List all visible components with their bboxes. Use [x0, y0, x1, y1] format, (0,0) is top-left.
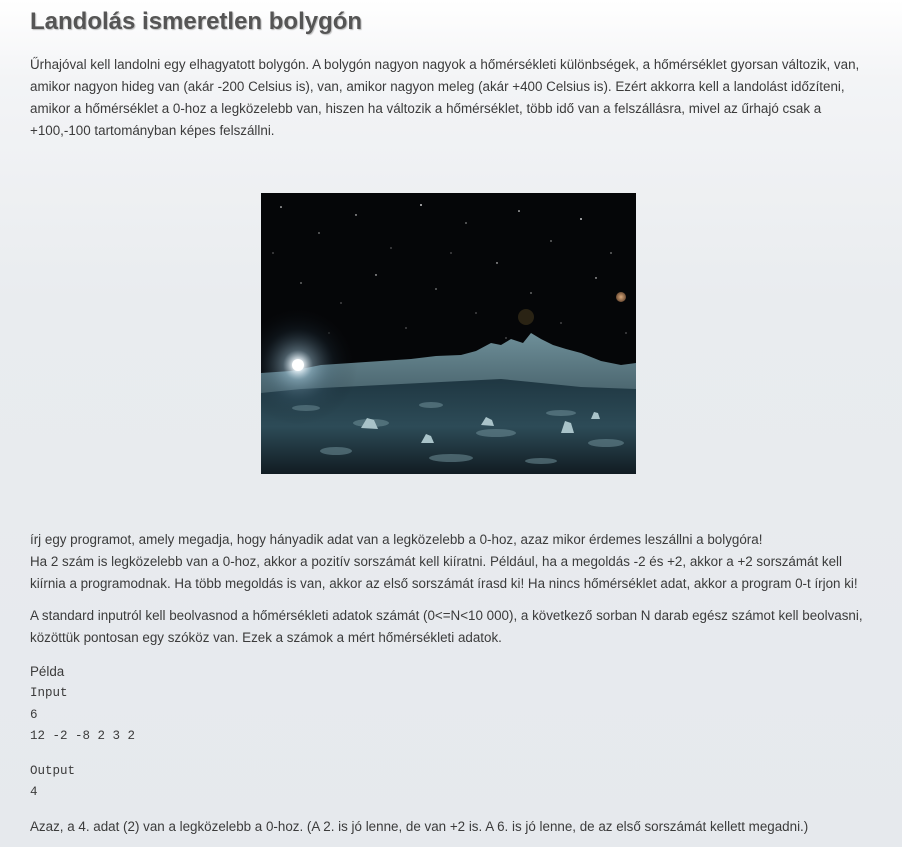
example-label: Példa	[30, 664, 65, 679]
page-title: Landolás ismeretlen bolygón	[30, 8, 363, 35]
conclusion-paragraph: Azaz, a 4. adat (2) van a legközelebb a 0-hoz. (A 2. is jó lenne, de van +2 is. A 6. is jó lenne, de az első sorszámát kellett megadni.)	[30, 818, 809, 834]
example-output-label: Output	[30, 763, 76, 778]
sun	[292, 359, 304, 371]
task-line-2: Ha 2 szám is legközelebb van a 0-hoz, akkor a pozitív sorszámát kell kiíratni. Például, ha a megoldás -2 és +2, akkor a +2 sorszámát kell kiírnia a programodnak. Ha több megoldás is van, akkor az első sorszámát írasd ki! Ha nincs hőmérséklet adat, akkor a program 0-t írjon ki!	[30, 554, 858, 591]
planet-landscape-image	[261, 193, 636, 474]
lens-flare	[518, 309, 534, 325]
example-input-label: Input	[30, 686, 68, 700]
intro-paragraph: Űrhajóval kell landolni egy elhagyatott bolygón. A bolygón nagyon nagyok a hőmérsékleti különbségek, a hőmérséklet gyorsan változik, van, amikor nagyon hideg van (akár -200 Celsius is), van, amikor nagyon meleg (akár +400 Celsius is). Ezért akkorra kell a landolást időzíteni, amikor a hőmérséklet a 0-hoz a legközelebb van, hiszen ha változik a hőmérséklet, több idő van a felszállásra, mivel az űrhajó csak a +100,-100 tartományban képes felszállni.	[30, 57, 860, 138]
spacer	[30, 748, 872, 761]
example-input-line-2: 12 -2 -8 2 3 2	[30, 729, 136, 743]
example-input-line-1: 6	[30, 707, 38, 722]
task-section	[30, 529, 872, 838]
example-output-value: 4	[30, 785, 38, 799]
task-line-1: írj egy programot, amely megadja, hogy hányadik adat van a legközelebb a 0-hoz, azaz mikor érdemes leszállni a bolygóra!	[30, 532, 763, 547]
input-description: A standard inputról kell beolvasnod a hőmérsékleti adatok számát (0<=N<10 000), a következő sorban N darab egész számot kell beolvasni, közöttük pontosan egy szóköz van. Ezek a számok a mért hőmérsékleti adatok.	[30, 608, 863, 645]
distant-moon	[616, 292, 626, 302]
planet-landscape-illustration	[261, 193, 636, 474]
